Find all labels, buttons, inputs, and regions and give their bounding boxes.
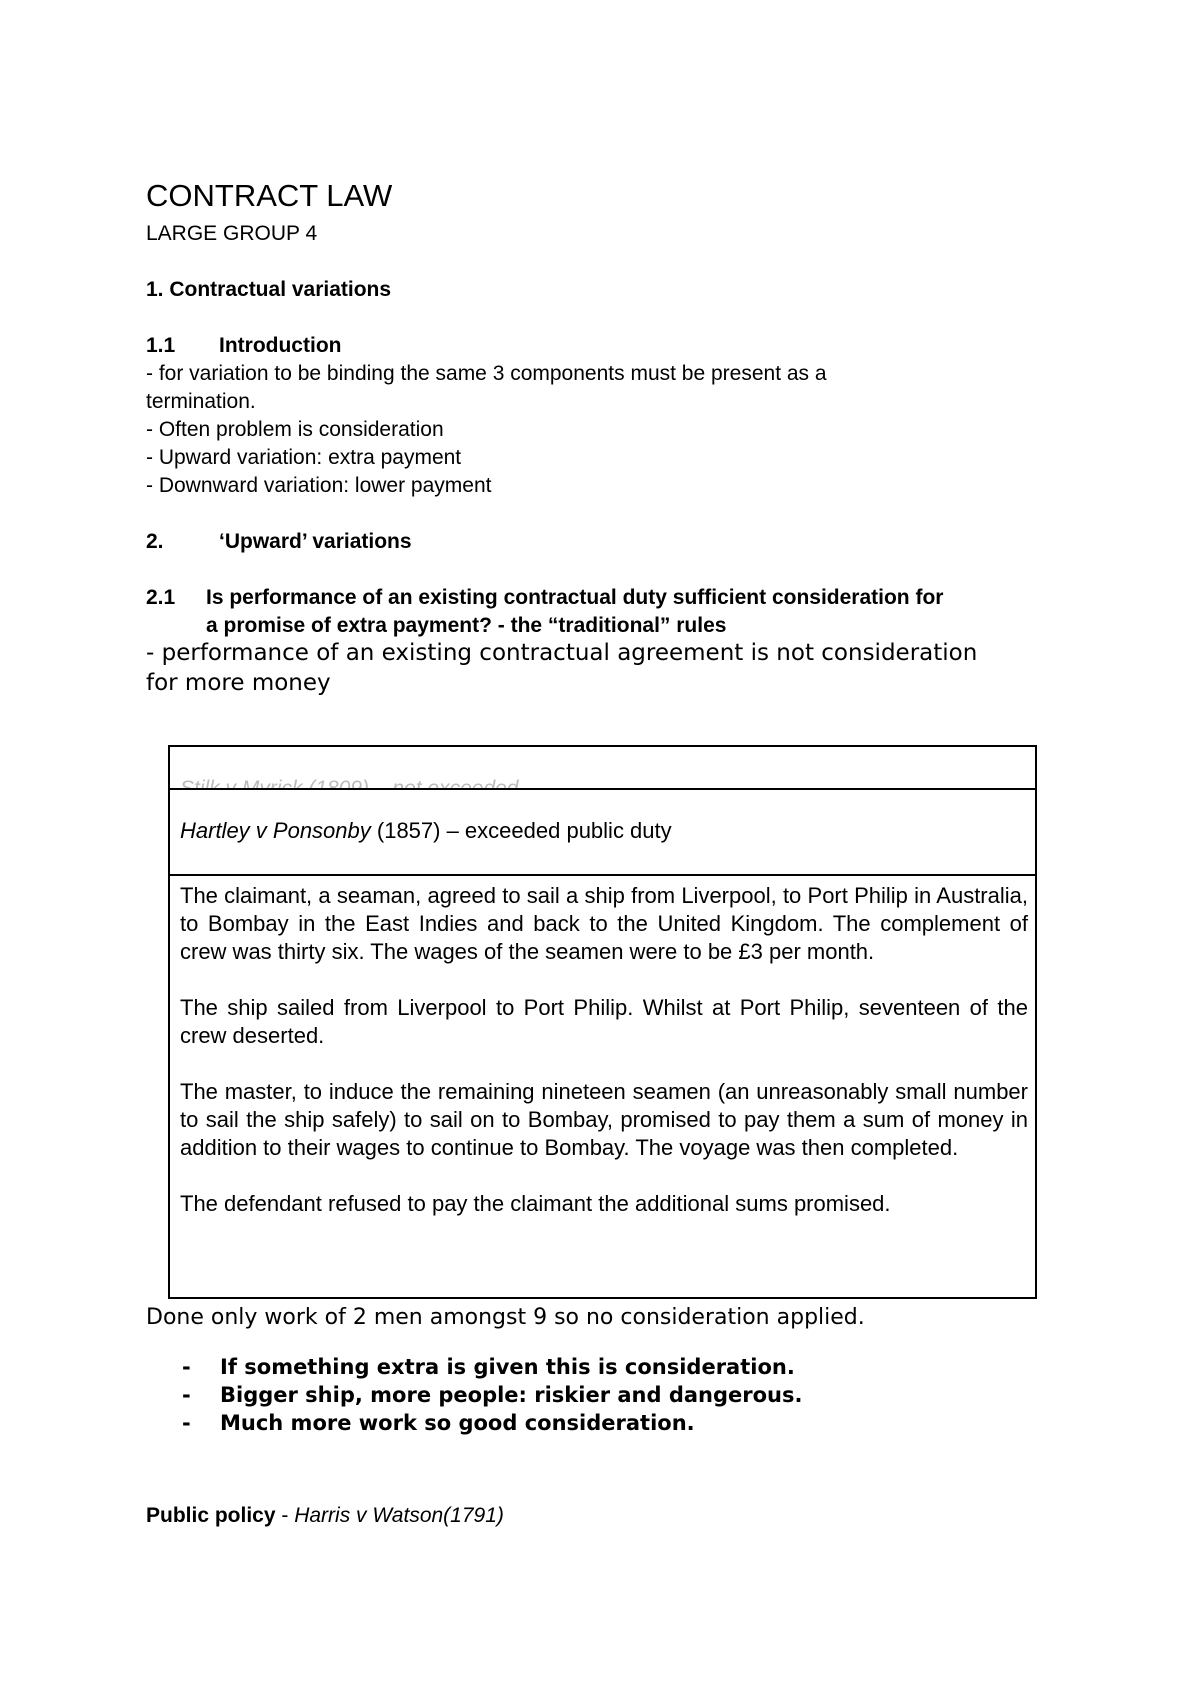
bullet-dash: - bbox=[182, 1411, 191, 1435]
section-2-1-title-line2: a promise of extra payment? - the “traditional” rules bbox=[206, 614, 727, 637]
section-2-1-title-line1: Is performance of an existing contractual duty sufficient consideration for bbox=[206, 586, 944, 609]
public-policy-label: Public policy bbox=[146, 1504, 276, 1527]
section-2-title: ‘Upward’ variations bbox=[219, 530, 412, 553]
case-name: Hartley v Ponsonby bbox=[180, 818, 371, 843]
case-detail: (1857) – exceeded public duty bbox=[370, 818, 672, 843]
case-box-body bbox=[180, 882, 1028, 1246]
intro-line: - Often problem is consideration bbox=[146, 418, 444, 441]
bullet-text: Bigger ship, more people: riskier and dangerous. bbox=[220, 1383, 803, 1407]
case-box bbox=[168, 745, 1037, 1299]
case-paragraph: The claimant, a seaman, agreed to sail a ship from Liverpool, to Port Philip in Australia, to Bombay in the East Indies and back to the United Kingdom. The complement of crew was thirty six. The wages of the seamen were to be £3 per month. bbox=[180, 883, 1028, 964]
case-paragraph: The defendant refused to pay the claimant the additional sums promised. bbox=[180, 1191, 891, 1216]
bullet-dash: - bbox=[182, 1355, 191, 1379]
section-1-1-title: Introduction bbox=[219, 334, 342, 357]
note-line: - performance of an existing contractual agreement is not consideration bbox=[146, 640, 978, 666]
intro-line: - Downward variation: lower payment bbox=[146, 474, 492, 497]
summary-line: Done only work of 2 men amongst 9 so no consideration applied. bbox=[146, 1305, 865, 1330]
subtitle: LARGE GROUP 4 bbox=[146, 222, 318, 245]
page-title: CONTRACT LAW bbox=[146, 178, 393, 213]
note bbox=[146, 638, 977, 698]
case-title bbox=[180, 818, 672, 844]
list-item bbox=[182, 1381, 802, 1409]
section-1-heading: 1. Contractual variations bbox=[146, 278, 392, 301]
bullet-dash: - bbox=[182, 1383, 191, 1407]
section-2-number: 2. bbox=[146, 530, 164, 553]
public-policy-case: Harris v Watson(1791) bbox=[294, 1504, 504, 1527]
case-box-header bbox=[170, 788, 1035, 876]
bullet-text: If something extra is given this is consideration. bbox=[220, 1355, 795, 1379]
bullet-text: Much more work so good consideration. bbox=[220, 1411, 695, 1435]
case-paragraph: The ship sailed from Liverpool to Port Philip. Whilst at Port Philip, seventeen of the crew deserted. bbox=[180, 995, 1028, 1048]
intro-line: - for variation to be binding the same 3 components must be present as a bbox=[146, 362, 827, 385]
list-item bbox=[182, 1353, 802, 1381]
section-1-1-number: 1.1 bbox=[146, 334, 176, 357]
public-policy-line bbox=[146, 1502, 504, 1530]
intro-list bbox=[146, 360, 827, 500]
case-paragraph: The master, to induce the remaining nineteen seamen (an unreasonably small number to sail the ship safely) to sail on to Bombay, promised to pay them a sum of money in addition to their wages to continue to Bombay. The voyage was then completed. bbox=[180, 1079, 1028, 1160]
bullet-list bbox=[182, 1353, 802, 1437]
intro-line: - Upward variation: extra payment bbox=[146, 446, 462, 469]
public-policy-separator: - bbox=[275, 1504, 295, 1527]
section-2-1-number: 2.1 bbox=[146, 586, 176, 609]
intro-line: termination. bbox=[146, 390, 256, 413]
list-item bbox=[182, 1409, 802, 1437]
note-line: for more money bbox=[146, 670, 331, 696]
